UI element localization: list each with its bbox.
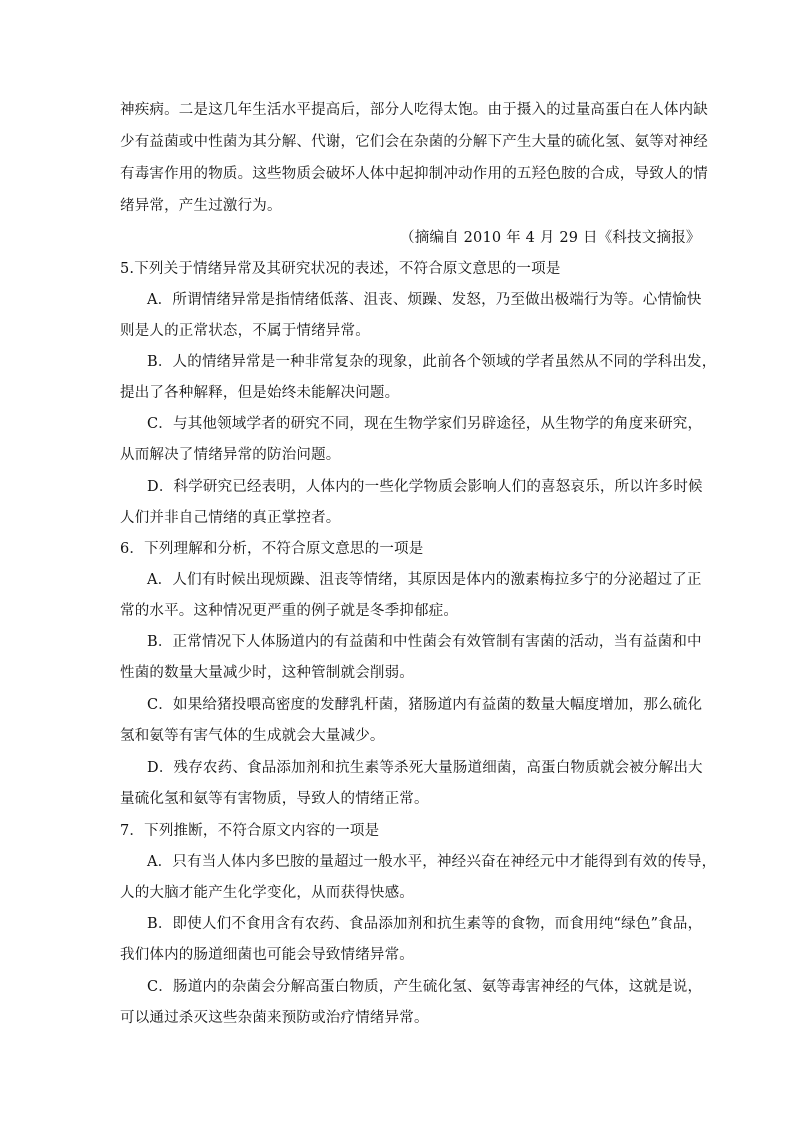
- q6-option-b: B．正常情况下人体肠道内的有益菌和中性菌会有效管制有害菌的活动，当有益菌和中: [147, 634, 702, 650]
- q5-option-b-cont: 提出了各种解释，但是始终未能解决问题。: [120, 385, 400, 401]
- q5-option-d-cont: 人们并非自己情绪的真正掌控者。: [120, 510, 341, 526]
- article-line: 有毒害作用的物质。这些物质会破坏人体中起抑制冲动作用的五羟色胺的合成，导致人的情: [120, 166, 708, 182]
- q5-option-b: B．人的情绪异常是一种非常复杂的现象，此前各个领域的学者虽然从不同的学科出发，: [147, 354, 717, 370]
- article-line: 神疾病。二是这几年生活水平提高后，部分人吃得太饱。由于摄入的过量高蛋白在人体内缺: [120, 102, 708, 118]
- q7-option-b: B．即使人们不食用含有农药、食品添加剂和抗生素等的食物，而食用纯“绿色”食品，: [147, 916, 703, 932]
- q6-option-c: C．如果给猪投喂高密度的发酵乳杆菌，猪肠道内有益菌的数量大幅度增加，那么硫化: [147, 697, 703, 713]
- q5-option-c: C．与其他领域学者的研究不同，现在生物学家们另辟途径，从生物学的角度来研究，: [147, 416, 703, 432]
- question-7-stem: 7．下列推断，不符合原文内容的一项是: [120, 823, 380, 839]
- question-6-stem: 6．下列理解和分析，不符合原文意思的一项是: [120, 541, 424, 557]
- q5-option-a-cont: 则是人的正常状态，不属于情绪异常。: [120, 323, 370, 339]
- article-line: 绪异常，产生过激行为。: [120, 198, 282, 214]
- q5-option-a: A．所谓情绪异常是指情绪低落、沮丧、烦躁、发怒，乃至做出极端行为等。心情愉快: [147, 292, 702, 308]
- article-source: （摘编自 2010 年 4 月 29 日《科技文摘报》: [400, 230, 701, 246]
- q7-option-a-cont: 人的大脑才能产生化学变化，从而获得快感。: [120, 885, 414, 901]
- q6-option-c-cont: 氢和氨等有害气体的生成就会大量减少。: [120, 728, 385, 744]
- q6-option-d-cont: 量硫化氢和氨等有害物质，导致人的情绪正常。: [120, 791, 429, 807]
- q5-option-d: D．科学研究已经表明，人体内的一些化学物质会影响人们的喜怒哀乐，所以许多时候: [147, 479, 703, 495]
- q7-option-c-cont: 可以通过杀灭这些杂菌来预防或治疗情绪异常。: [120, 1010, 429, 1026]
- q7-option-c: C．肠道内的杂菌会分解高蛋白物质，产生硫化氢、氨等毒害神经的气体，这就是说，: [147, 979, 703, 995]
- q6-option-d: D．残存农药、食品添加剂和抗生素等杀死大量肠道细菌，高蛋白物质就会被分解出大: [147, 760, 703, 776]
- q6-option-b-cont: 性菌的数量大量减少时，这种管制就会削弱。: [120, 665, 414, 681]
- q5-option-c-cont: 从而解决了情绪异常的防治问题。: [120, 447, 341, 463]
- q6-option-a: A．人们有时候出现烦躁、沮丧等情绪，其原因是体内的激素梅拉多宁的分泌超过了正: [147, 572, 702, 588]
- article-line: 少有益菌或中性菌为其分解、代谢，它们会在杂菌的分解下产生大量的硫化氢、氨等对神经: [120, 134, 708, 150]
- q7-option-b-cont: 我们体内的肠道细菌也可能会导致情绪异常。: [120, 947, 414, 963]
- q7-option-a: A．只有当人体内多巴胺的量超过一般水平，神经兴奋在神经元中才能得到有效的传导，: [147, 854, 717, 870]
- question-5-stem: 5.下列关于情绪异常及其研究状况的表述，不符合原文意思的一项是: [120, 261, 561, 277]
- q6-option-a-cont: 常的水平。这种情况更严重的例子就是冬季抑郁症。: [120, 603, 459, 619]
